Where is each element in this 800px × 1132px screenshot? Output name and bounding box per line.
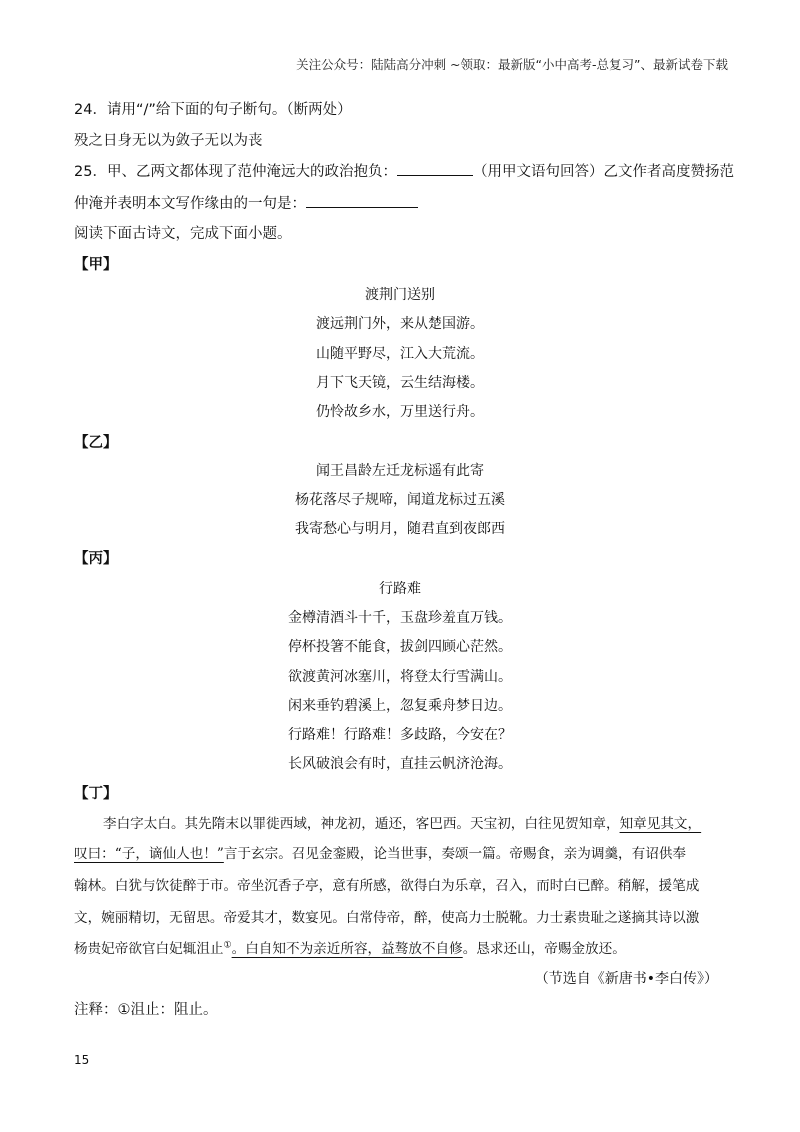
q25-line2 [74,192,418,213]
answer-blank-1[interactable] [397,161,473,176]
q24-prompt: 24．请用“/”给下面的句子断句。（断两处） [74,102,352,118]
answer-blank-2[interactable] [306,193,418,208]
poem-bing-line: 长风破浪会有时，直挂云帆济沧海。 [288,756,512,772]
prose-text: 杨贵妃帝欲官白妃辄沮止 [74,941,224,957]
q25-line2-text: 仲淹并表明本文写作缘由的一句是： [74,196,306,212]
source-citation: （节选自《新唐书•李白传》） [534,971,718,987]
prose-line-4: 文，婉丽精切，无留思。帝爱其才，数宴见。白常侍帝，醉，使高力士脱靴。力士素贵耻之遂摘其诗以激 [74,910,700,926]
prose-text: 。恳求还山，帝赐金放还。 [462,941,626,957]
label-ding: 【丁】 [74,786,118,802]
page-header: 关注公众号：陆陆高分冲刺 ~领取：最新版“小中高考-总复习”、最新试卷下载 [296,57,728,72]
prose-line-1 [74,812,726,832]
poem-bing-line: 行路难！行路难！多歧路，今安在？ [288,727,512,743]
q25-line1-post: （用甲文语句回答）乙文作者高度赞扬范 [472,164,734,180]
poem-bing-line: 停杯投箸不能食，拔剑四顾心茫然。 [288,639,512,655]
underlined-phrase: 。白自知不为亲近所容，益骜放不自修 [231,941,463,957]
poem-jia-line: 月下飞天镜，云生结海楼。 [316,375,484,391]
prose-text: 言于玄宗。召见金銮殿，论当世事，奏颂一篇。帝赐食，亲为调羹，有诏供奉 [223,846,687,862]
underlined-phrase: 知章见其文， [619,816,702,832]
poem-jia-line: 仍怜故乡水，万里送行舟。 [316,404,484,420]
label-yi: 【乙】 [74,435,118,451]
poem-yi-title: 闻王昌龄左迁龙标遥有此寄 [316,463,484,479]
footnote-marker: ① [223,940,232,951]
instruction: 阅读下面古诗文，完成下面小题。 [74,226,292,242]
poem-jia-title: 渡荆门送别 [365,287,435,303]
poem-bing-title: 行路难 [379,581,421,597]
label-jia: 【甲】 [74,257,118,273]
q24-text: 殁之日身无以为敛子无以为丧 [74,133,263,149]
q25-line1 [74,160,734,181]
q25-line1-pre: 25．甲、乙两文都体现了范仲淹远大的政治抱负： [74,164,397,180]
poem-jia-line: 渡远荆门外，来从楚国游。 [316,316,484,332]
poem-bing-line: 闲来垂钓碧溪上，忽复乘舟梦日边。 [288,698,512,714]
page-number: 15 [74,1053,90,1067]
footnote: 注释：①沮止：阻止。 [74,1002,218,1018]
prose-line-5 [74,937,726,957]
label-bing: 【丙】 [74,551,118,567]
poem-yi-line: 我寄愁心与明月，随君直到夜郎西 [295,521,505,537]
poem-yi-line: 杨花落尽子规啼，闻道龙标过五溪 [295,492,505,508]
poem-jia-line: 山随平野尽，江入大荒流。 [316,346,484,362]
prose-line-2 [74,842,726,862]
poem-bing-line: 欲渡黄河冰塞川，将登太行雪满山。 [288,669,512,685]
prose-text: 李白字太白。其先隋末以罪徙西域，神龙初，遁还，客巴西。天宝初，白往见贺知章， [103,816,620,832]
prose-line-3: 翰林。白犹与饮徒醉于市。帝坐沉香子亭，意有所感，欲得白为乐章，召入，而时白已醉。稍解，援笔成 [74,878,700,894]
poem-bing-line: 金樽清酒斗十千，玉盘珍羞直万钱。 [288,610,512,626]
underlined-phrase: 叹曰：“子，谪仙人也！” [74,846,224,862]
